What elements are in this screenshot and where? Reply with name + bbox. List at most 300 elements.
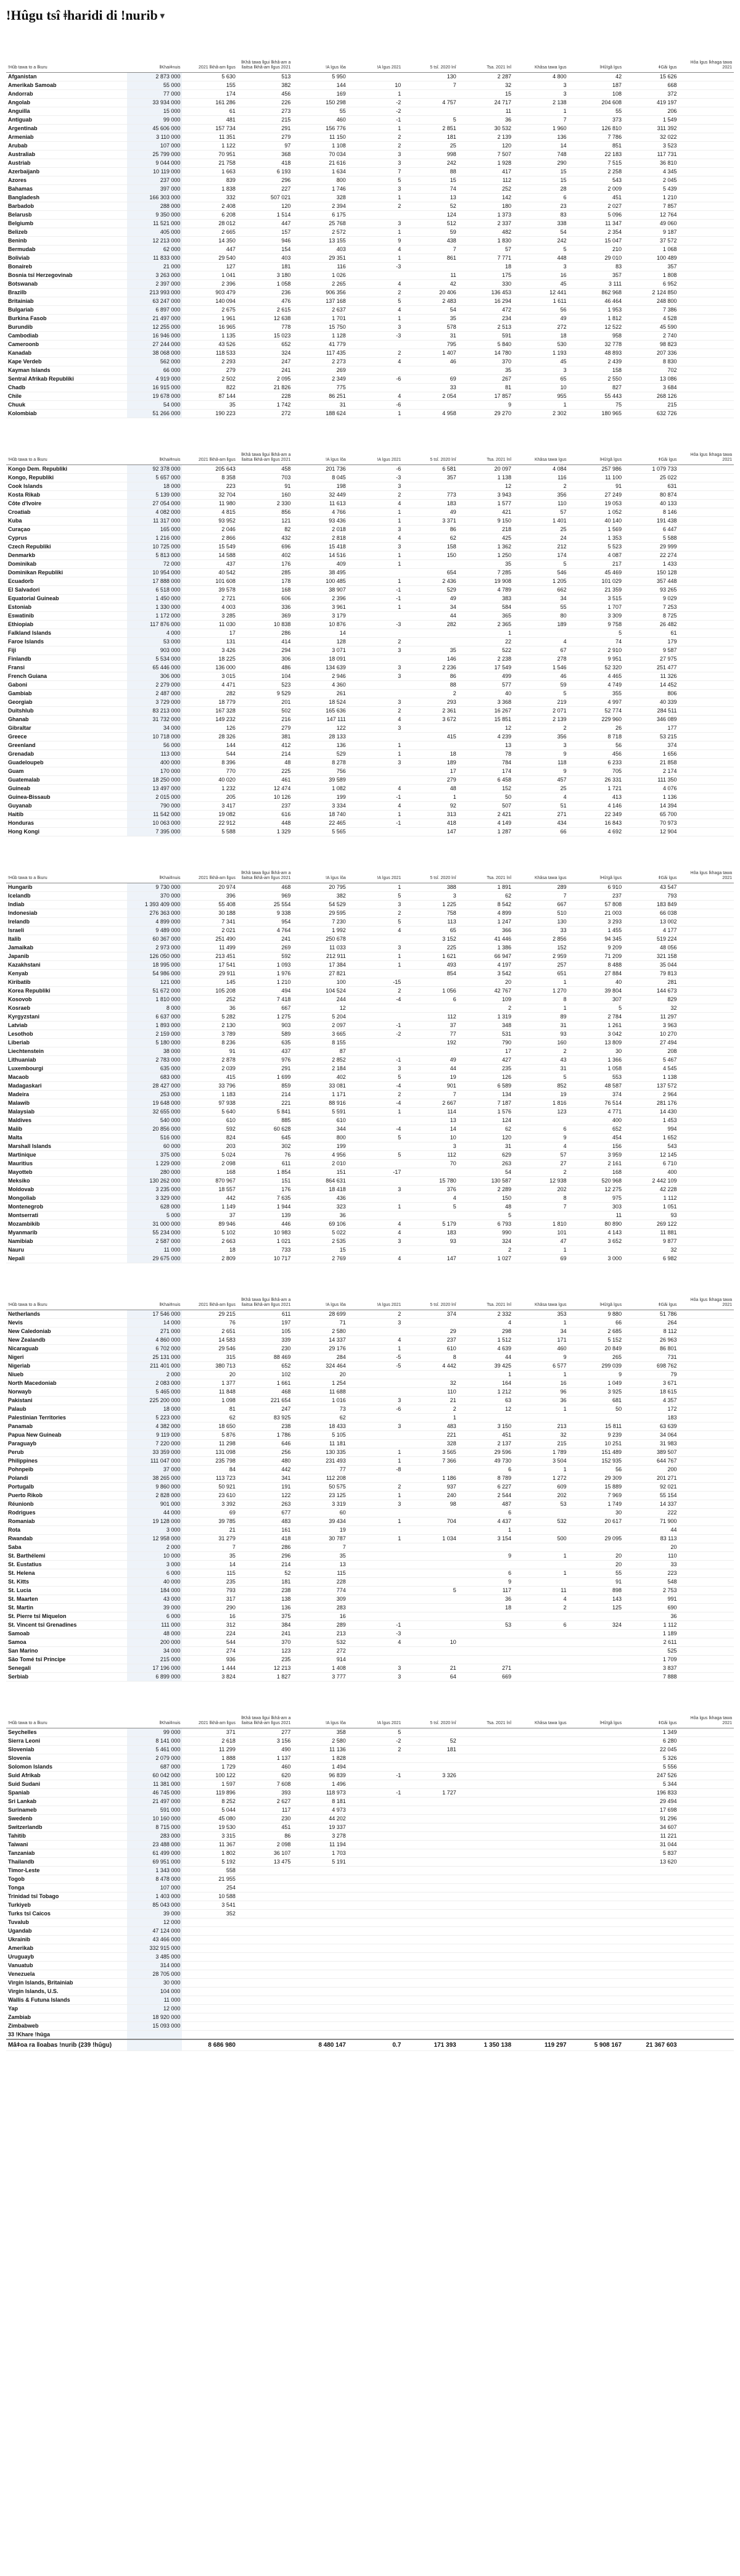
table-cell <box>679 1177 734 1186</box>
table-cell <box>403 2005 458 2013</box>
table-cell: 46 <box>513 672 568 681</box>
table-cell: 1 953 <box>569 306 623 315</box>
table-cell: 2 139 <box>458 133 513 142</box>
table-cell: 1 122 <box>182 142 237 151</box>
table-cell: 252 <box>182 996 237 1004</box>
table-cell: 14 394 <box>623 802 678 811</box>
table-cell: 38 068 000 <box>127 349 182 358</box>
table-cell: 201 <box>237 698 292 707</box>
table-cell: 40 000 <box>127 1578 182 1587</box>
table-cell: 1 961 <box>182 315 237 323</box>
country-name: Meksiko <box>6 1177 127 1186</box>
table-cell: 63 247 000 <box>127 297 182 306</box>
table-cell: 29 675 000 <box>127 1255 182 1263</box>
table-cell: 16 965 <box>182 323 237 332</box>
table-cell: 562 000 <box>127 358 182 366</box>
table-cell: 17 196 000 <box>127 1664 182 1673</box>
table-row <box>6 1362 734 1371</box>
table-cell: 9 187 <box>623 228 678 237</box>
table-cell: 5 657 000 <box>127 474 182 482</box>
country-name: Azerbaijanb <box>6 168 127 176</box>
table-cell: 577 <box>458 681 513 690</box>
country-name: Turkiyeb <box>6 1901 127 1910</box>
table-cell: 5 105 <box>292 1431 347 1440</box>
table-row <box>6 271 734 280</box>
table-row <box>6 1492 734 1500</box>
table-cell <box>679 1630 734 1638</box>
table-cell: 20 849 <box>569 1345 623 1353</box>
table-cell <box>348 681 403 690</box>
table-cell: 176 <box>237 1186 292 1194</box>
table-cell: 1 <box>348 125 403 133</box>
table-cell <box>348 1936 403 1944</box>
table-cell: 14 780 <box>458 349 513 358</box>
table-cell: 906 356 <box>292 289 347 297</box>
table-cell: 3 <box>348 1237 403 1246</box>
column-header: ǀHûǃgâ ǀgus <box>569 1282 623 1310</box>
table-cell <box>679 1638 734 1647</box>
country-name: 33 ǃKhare ǃhûga <box>6 2031 127 2040</box>
table-cell <box>679 1569 734 1578</box>
table-cell: 2 769 <box>292 1255 347 1263</box>
country-name: Rwandab <box>6 1535 127 1543</box>
table-row <box>6 1125 734 1134</box>
table-cell: 9 951 <box>569 655 623 664</box>
table-cell: 4 <box>348 927 403 935</box>
table-cell: 1 838 <box>182 185 237 194</box>
table-cell: 3 565 <box>403 1448 458 1457</box>
table-cell <box>458 1988 513 1996</box>
table-cell <box>623 1970 678 1979</box>
table-cell: 635 000 <box>127 1065 182 1073</box>
table-cell: 356 <box>513 491 568 500</box>
table-cell: 1 <box>513 107 568 116</box>
country-name: Lesothob <box>6 1030 127 1039</box>
table-cell: 25 799 000 <box>127 151 182 159</box>
table-cell: 1 058 <box>569 1065 623 1073</box>
table-cell <box>679 741 734 750</box>
table-cell: 284 <box>292 1353 347 1362</box>
column-header: 5 tsî. 2020 ǀnî <box>403 1282 458 1310</box>
table-cell: 11 499 <box>182 944 237 952</box>
table-cell: 2 <box>403 1405 458 1414</box>
table-cell: 1 <box>348 551 403 560</box>
table-cell: 3 179 <box>292 612 347 621</box>
table-cell: 14 337 <box>292 1336 347 1345</box>
table-cell: 1 828 <box>292 1754 347 1763</box>
table-cell: 35 <box>458 366 513 375</box>
country-name: Paraguayb <box>6 1440 127 1448</box>
table-cell: -4 <box>348 1125 403 1134</box>
table-cell: 6 227 <box>458 1483 513 1492</box>
table-cell: 221 <box>403 1431 458 1440</box>
table-cell: 486 <box>237 664 292 672</box>
table-cell <box>403 1988 458 1996</box>
table-cell: 646 <box>237 1440 292 1448</box>
table-cell: 369 <box>237 612 292 621</box>
table-cell: 1 <box>513 1466 568 1474</box>
table-cell <box>679 1754 734 1763</box>
table-cell: 134 <box>458 1091 513 1099</box>
country-name: Pohnpeib <box>6 1466 127 1474</box>
table-cell <box>403 90 458 99</box>
table-cell: 197 <box>237 1319 292 1327</box>
table-cell: 181 <box>403 133 458 142</box>
country-name: Greece <box>6 733 127 741</box>
table-cell: 2 365 <box>458 621 513 629</box>
table-cell: 2 611 <box>623 1638 678 1647</box>
table-row <box>6 1754 734 1763</box>
table-cell: 12 474 <box>237 785 292 793</box>
table-cell <box>513 1509 568 1517</box>
country-name: Czech Republiki <box>6 543 127 551</box>
table-cell: 7 366 <box>403 1457 458 1466</box>
table-cell <box>679 1319 734 1327</box>
table-cell: 91 <box>569 482 623 491</box>
table-cell: 53 000 <box>127 638 182 646</box>
table-row <box>6 1047 734 1056</box>
table-row <box>6 961 734 970</box>
table-cell: 3 504 <box>513 1457 568 1466</box>
table-cell <box>569 2005 623 2013</box>
table-cell: 3 111 <box>569 280 623 289</box>
table-cell: 76 514 <box>569 1099 623 1108</box>
table-cell <box>458 1867 513 1875</box>
table-cell: 250 678 <box>292 935 347 944</box>
table-cell <box>679 1849 734 1858</box>
table-cell: 397 000 <box>127 185 182 194</box>
table-cell: 2 <box>348 987 403 996</box>
table-cell <box>348 1996 403 2005</box>
table-cell: 1 386 <box>458 944 513 952</box>
table-cell: 33 081 <box>292 1082 347 1091</box>
country-name: Niueb <box>6 1371 127 1379</box>
table-cell: 168 <box>237 586 292 595</box>
table-cell: 145 <box>182 978 237 987</box>
table-cell: 3 <box>348 526 403 534</box>
table-cell: 38 495 <box>292 569 347 577</box>
table-cell <box>403 1647 458 1656</box>
table-cell: 2 866 <box>182 534 237 543</box>
table-cell: 98 823 <box>623 341 678 349</box>
country-name: Guatemalab <box>6 776 127 785</box>
table-cell: 9 338 <box>237 909 292 918</box>
table-cell: 330 <box>458 280 513 289</box>
table-cell: 998 <box>403 151 458 159</box>
table-cell: 189 <box>403 759 458 767</box>
table-cell <box>679 1125 734 1134</box>
table-cell: 21 826 <box>237 384 292 392</box>
table-cell: 1 <box>348 1203 403 1212</box>
table-cell <box>403 1849 458 1858</box>
table-cell <box>348 1867 403 1875</box>
table-cell: 21 367 603 <box>623 2039 678 2051</box>
country-name: Mayotteb <box>6 1168 127 1177</box>
table-cell <box>569 1944 623 1953</box>
table-cell: 107 000 <box>127 1884 182 1893</box>
table-cell: 3 <box>348 323 403 332</box>
table-cell <box>679 978 734 987</box>
total-row <box>6 2039 734 2051</box>
country-name: St. Lucia <box>6 1587 127 1595</box>
table-cell: 6 581 <box>403 465 458 474</box>
table-cell: 402 <box>292 1073 347 1082</box>
table-cell <box>403 978 458 987</box>
table-cell <box>348 1160 403 1168</box>
table-cell: 402 <box>237 551 292 560</box>
table-cell: 324 <box>458 1237 513 1246</box>
table-cell <box>679 1431 734 1440</box>
table-cell: 40 339 <box>623 698 678 707</box>
country-name: Papua New Guineab <box>6 1431 127 1440</box>
table-cell: 14 516 <box>292 551 347 560</box>
table-cell <box>182 1944 237 1953</box>
country-name: Venezuela <box>6 1970 127 1979</box>
table-cell: 144 673 <box>623 987 678 996</box>
table-cell: 1 343 000 <box>127 1867 182 1875</box>
table-cell: 28 427 000 <box>127 1082 182 1091</box>
table-cell: 2 302 <box>513 410 568 418</box>
table-cell <box>403 1806 458 1815</box>
table-cell: 11 <box>458 107 513 116</box>
country-name: Tonga <box>6 1884 127 1893</box>
table-cell <box>348 1388 403 1397</box>
table-cell: 7 <box>403 81 458 90</box>
table-cell: 21 758 <box>182 159 237 168</box>
table-cell: 460 <box>292 116 347 125</box>
table-cell: 2 580 <box>292 1327 347 1336</box>
table-cell <box>679 1310 734 1319</box>
table-cell: 2 439 <box>569 358 623 366</box>
table-cell: 142 <box>458 194 513 202</box>
table-cell: 901 000 <box>127 1500 182 1509</box>
table-cell: 3 235 000 <box>127 1186 182 1194</box>
table-cell: 544 <box>182 750 237 759</box>
table-cell: 36 107 <box>237 1849 292 1858</box>
table-cell: 126 <box>458 1073 513 1082</box>
table-cell: 37 000 <box>127 1466 182 1474</box>
table-cell: 400 <box>623 1168 678 1177</box>
table-cell: 12 145 <box>623 1151 678 1160</box>
table-cell: 513 <box>237 73 292 81</box>
table-cell <box>403 1798 458 1806</box>
table-cell: 3 <box>348 1065 403 1073</box>
table-cell: 5 191 <box>292 1858 347 1867</box>
table-cell: 80 874 <box>623 491 678 500</box>
country-name: Vanuatub <box>6 1962 127 1970</box>
table-cell: 269 122 <box>623 1220 678 1229</box>
table-cell: 37 <box>182 1212 237 1220</box>
table-cell: 336 <box>237 603 292 612</box>
column-header: Tsa. 2021 ǀnî <box>458 855 513 883</box>
column-header: Hôa ǀgus ǀkhaga tawa 2021 <box>679 437 734 465</box>
country-name: Senegali <box>6 1664 127 1673</box>
table-row <box>6 586 734 595</box>
table-cell: 93 952 <box>182 517 237 526</box>
table-row <box>6 1996 734 2005</box>
country-name: Polandi <box>6 1474 127 1483</box>
table-cell <box>569 1841 623 1849</box>
table-cell: 125 <box>569 1604 623 1612</box>
table-cell: 1 <box>403 1414 458 1422</box>
table-cell: 180 <box>458 202 513 211</box>
table-cell: 171 <box>513 1336 568 1345</box>
table-cell: 3 000 <box>127 1561 182 1569</box>
country-name: Thailandb <box>6 1858 127 1867</box>
table-cell: 302 <box>237 1142 292 1151</box>
table-cell: 3 729 000 <box>127 698 182 707</box>
table-cell: -5 <box>348 1353 403 1362</box>
table-cell: 854 <box>403 970 458 978</box>
table-cell: 269 <box>237 944 292 952</box>
table-cell <box>679 410 734 418</box>
country-name: Malib <box>6 1125 127 1134</box>
table-cell: -3 <box>348 263 403 271</box>
country-name: Barbadob <box>6 202 127 211</box>
table-cell: 21 003 <box>569 909 623 918</box>
table-cell: 1 205 <box>513 577 568 586</box>
table-row <box>6 2013 734 2022</box>
table-cell: 1 149 <box>182 1203 237 1212</box>
table-cell: 1 888 <box>182 1754 237 1763</box>
table-cell <box>679 767 734 776</box>
table-cell: 17 <box>458 1047 513 1056</box>
table-cell: 130 335 <box>292 1448 347 1457</box>
table-cell: 97 938 <box>182 1099 237 1108</box>
table-cell <box>569 1910 623 1918</box>
table-cell: 1 068 <box>623 246 678 254</box>
table-cell: 4 <box>348 500 403 508</box>
table-cell: 400 <box>569 1117 623 1125</box>
country-name: St. Martin <box>6 1604 127 1612</box>
table-cell: 29 999 <box>623 543 678 551</box>
table-cell: 2 <box>458 1004 513 1013</box>
table-cell: 353 <box>513 1310 568 1319</box>
country-name: Namibiab <box>6 1237 127 1246</box>
table-cell <box>403 263 458 271</box>
table-cell: 773 <box>403 491 458 500</box>
table-row <box>6 220 734 228</box>
country-name: Sloveniab <box>6 1746 127 1754</box>
country-name: St. Barthélemi <box>6 1552 127 1561</box>
table-cell: 65 700 <box>623 811 678 819</box>
table-cell: 7 253 <box>623 603 678 612</box>
table-cell <box>348 569 403 577</box>
table-cell <box>403 1552 458 1561</box>
table-row <box>6 1728 734 1737</box>
table-cell <box>679 759 734 767</box>
table-cell: 69 <box>403 375 458 384</box>
table-cell: 62 <box>458 892 513 901</box>
table-cell: 12 213 <box>237 1664 292 1673</box>
table-cell: 26 331 <box>569 776 623 785</box>
table-cell: 16 915 000 <box>127 384 182 392</box>
table-cell <box>679 392 734 401</box>
table-cell: 48 <box>237 759 292 767</box>
country-name: Grenadab <box>6 750 127 759</box>
table-cell: 3 684 <box>623 384 678 392</box>
table-cell: 3 <box>403 1142 458 1151</box>
table-cell: 160 <box>237 491 292 500</box>
table-cell: 18 <box>182 1246 237 1255</box>
table-cell <box>348 1039 403 1047</box>
table-cell <box>513 1414 568 1422</box>
table-cell <box>403 1728 458 1737</box>
table-cell: 3 <box>348 1397 403 1405</box>
table-cell: 2 <box>348 1091 403 1099</box>
table-cell: 91 <box>237 482 292 491</box>
country-name: Bermudab <box>6 246 127 254</box>
table-row <box>6 1780 734 1789</box>
country-name: Martinique <box>6 1151 127 1160</box>
table-cell <box>513 1647 568 1656</box>
table-cell: 105 208 <box>182 987 237 996</box>
table-cell: 32 778 <box>569 341 623 349</box>
table-cell: 3 263 000 <box>127 271 182 280</box>
table-cell <box>679 1457 734 1466</box>
table-row <box>6 1440 734 1448</box>
table-cell: 51 672 000 <box>127 987 182 996</box>
table-cell: 412 <box>237 741 292 750</box>
table-row <box>6 1319 734 1327</box>
country-name: Armeniab <box>6 133 127 142</box>
table-cell: 8 <box>513 1194 568 1203</box>
table-cell <box>679 586 734 595</box>
table-cell: 11 100 <box>569 474 623 482</box>
table-row <box>6 935 734 944</box>
table-cell <box>679 1728 734 1737</box>
table-cell: 1 408 <box>292 1664 347 1673</box>
table-cell: 1 <box>513 1569 568 1578</box>
column-header: ǃA ǀgus 2021 <box>348 1282 403 1310</box>
table-cell: 1 <box>513 1004 568 1013</box>
table-cell: 11 881 <box>623 1229 678 1237</box>
table-cell: -1 <box>348 1022 403 1030</box>
table-cell: 2 045 <box>623 176 678 185</box>
country-name: Perub <box>6 1448 127 1457</box>
table-cell: 309 <box>292 1595 347 1604</box>
table-cell: 190 223 <box>182 410 237 418</box>
table-cell: 86 801 <box>623 1345 678 1353</box>
table-cell: 42 767 <box>458 987 513 996</box>
table-row <box>6 1673 734 1682</box>
table-cell: 12 958 000 <box>127 1535 182 1543</box>
table-cell: 546 <box>513 569 568 577</box>
table-cell <box>182 1927 237 1936</box>
table-cell: 2 039 <box>182 1065 237 1073</box>
table-cell: 10 <box>348 81 403 90</box>
table-cell: 11 194 <box>292 1841 347 1849</box>
table-cell: -2 <box>348 107 403 116</box>
table-cell: 29 540 <box>182 254 237 263</box>
table-cell: 1 026 <box>292 271 347 280</box>
table-cell: 3 <box>513 741 568 750</box>
table-cell <box>513 1884 568 1893</box>
table-cell: 151 489 <box>569 1448 623 1457</box>
table-row <box>6 750 734 759</box>
table-cell <box>403 1763 458 1772</box>
table-cell: 3 <box>513 366 568 375</box>
table-cell: 800 <box>292 1134 347 1142</box>
table-cell <box>292 1970 347 1979</box>
table-cell: 15 <box>513 176 568 185</box>
column-header: ǁKhaiǂnuis <box>127 855 182 883</box>
country-name: Cyprus <box>6 534 127 543</box>
table-cell: 134 639 <box>292 664 347 672</box>
table-cell: 31 <box>292 401 347 410</box>
table-cell: 137 572 <box>623 1082 678 1091</box>
country-name: Curaçao <box>6 526 127 534</box>
